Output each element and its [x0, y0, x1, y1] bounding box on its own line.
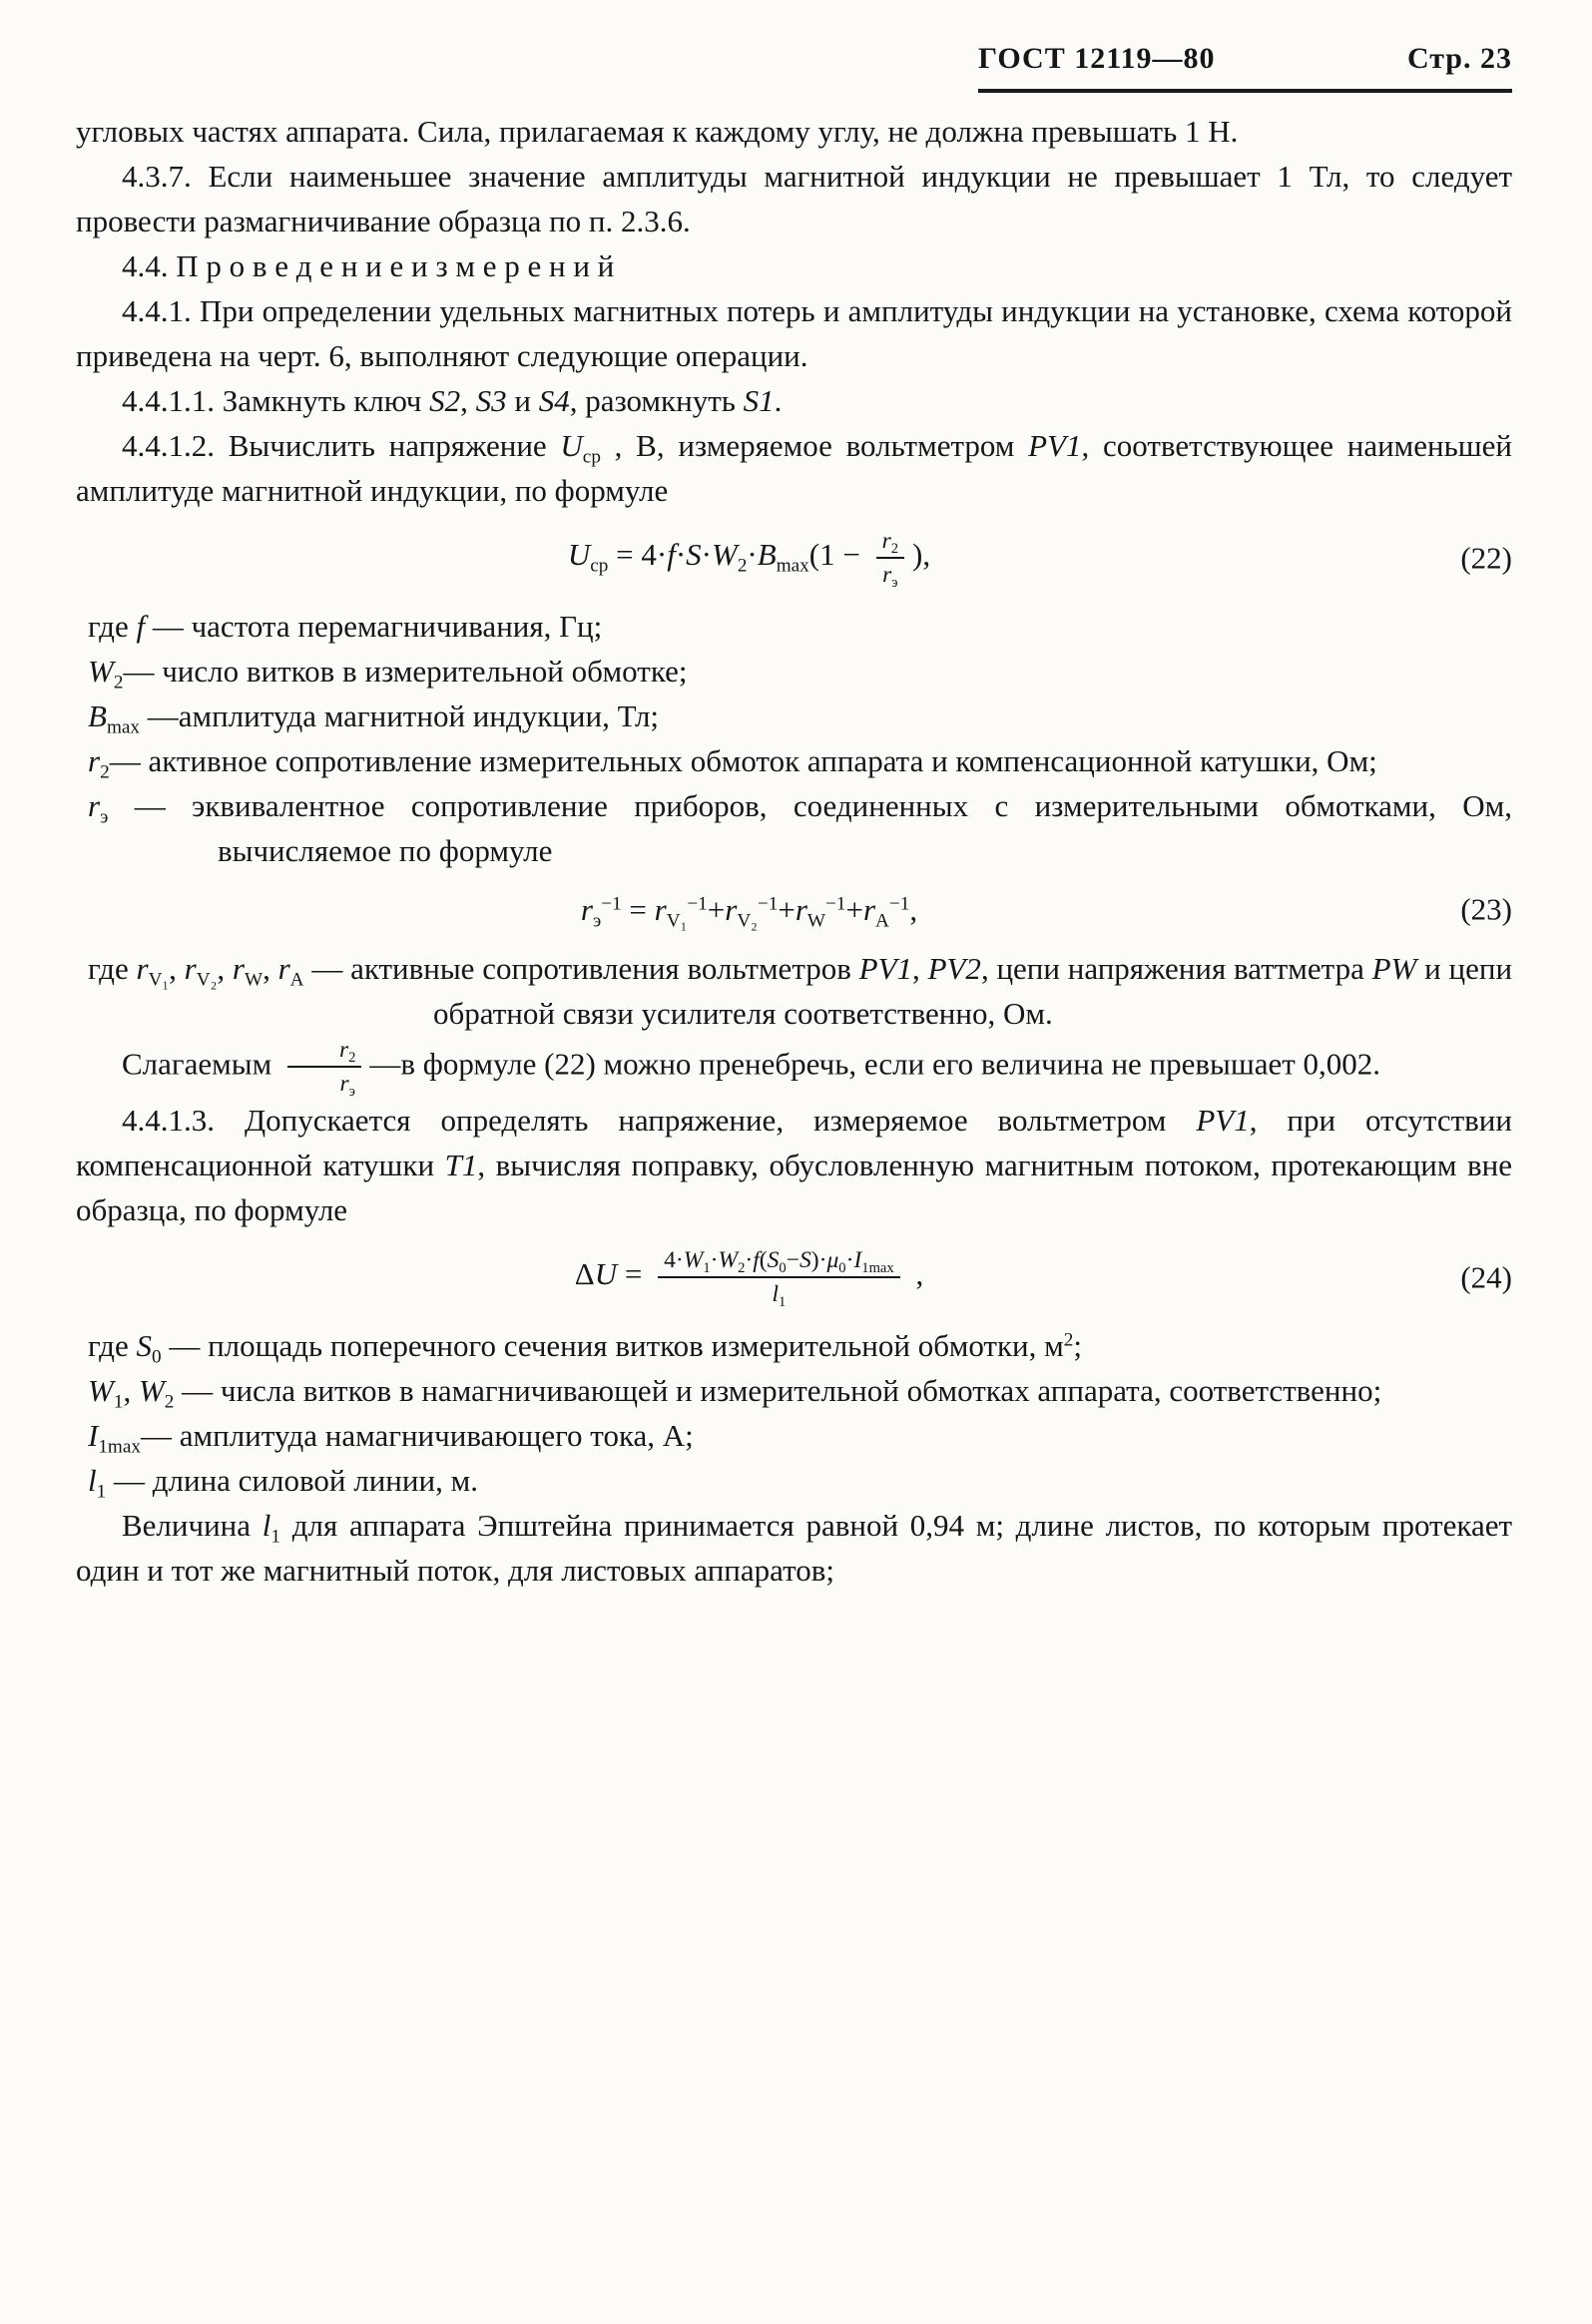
definition-item: $l_1$ — длина силовой линии, м. — [88, 1462, 478, 1503]
formula-body: ΔU = $\frac{4\cdot W_1\cdot W_2\cdot f(S_0-S)\cdot\mu_0\cdot I_{1max}}{l_1}$ , — [574, 1247, 924, 1311]
paragraph: 4.4.1. При определении удельных магнитных потерь и амплитуды индукции на установке, схема которой приведена на черт. 6, выполняют следующие операции. — [76, 293, 1512, 373]
standard-number: ГОСТ 12119—80 — [978, 42, 1216, 75]
page-header — [76, 36, 1512, 93]
definition-item: где $r_{V_1}$, $r_{V_2}$, $r_W$, $r_A$ — активные сопротивления вольтметров PV1, PV2, цепи напряжения ваттметра PW и цепи обратной связи усилителя соответственно, Ом. — [88, 950, 1513, 1031]
formula-number: (22) — [1460, 540, 1512, 576]
paragraph: 4.4. П р о в е д е н и е и з м е р е н и й — [122, 248, 615, 283]
formula-line — [76, 517, 1512, 600]
definition-item: где $S_0$ — площадь поперечного сечения витков измерительной обмотки, $м^2$; — [88, 1327, 1082, 1368]
formula-number: (24) — [1460, 1259, 1512, 1295]
document-body — [76, 109, 1512, 1593]
page-number: Стр. 23 — [1406, 42, 1512, 75]
definition-item: $W_1$, $W_2$ — числа витков в намагничивающей и измерительной обмотках аппарата, соответственно; — [88, 1372, 1382, 1413]
definition-item: $I_{1max}—$ амплитуда намагничивающего тока, А; — [88, 1417, 694, 1458]
definition-item: $r_э$ — эквивалентное сопротивление приборов, соединенных с измерительными обмотками, Ом, вычисляемое по формуле — [88, 787, 1512, 868]
paragraph: Величина $l_1$ для аппарата Эпштейна принимается равной 0,94 м; длине листов, по которым протекает один и тот же магнитный поток, для листовых аппаратов; — [76, 1507, 1513, 1588]
paragraph: угловых частях аппарата. Сила, прилагаемая к каждому углу, не должна превышать 1 Н. — [76, 114, 1239, 149]
definition-item: $B_{max}$ —амплитуда магнитной индукции, Тл; — [88, 697, 660, 738]
paragraph: 4.4.1.3. Допускается определять напряжение, измеряемое вольтметром PV1, при отсутствии компенсационной катушки T1, вычисляя поправку, обусловленную магнитным потоком, протекающим вне образца, по формуле — [76, 1103, 1512, 1228]
paragraph: 4.4.1.1. Замкнуть ключ S2, S3 и S4, разомкнуть S1. — [122, 383, 783, 418]
paragraph: Слагаемым $\frac{r_2}{r_э}$ —в формуле (22) можно пренебречь, если его величина не превышает 0,002. — [122, 1036, 1381, 1100]
paragraph: 4.4.1.2. Вычислить напряжение $U_{ср}$ , В, измеряемое вольтметром PV1, соответствующее наименьшей амплитуде магнитной индукции, по формуле — [76, 428, 1513, 508]
fraction: $\frac{r_2}{r_э}$ — [287, 1036, 361, 1099]
paragraph: 4.3.7. Если наименьшее значение амплитуды магнитной индукции не превышает 1 Тл, то следует провести размагничивание образца по п. 2.3.6. — [76, 159, 1512, 238]
formula-body: $U_{ср} = 4\cdot f\cdot S\cdot W_2\cdot B_{max}(1$ − $\frac{r_2}{r_э}$ ), — [567, 528, 931, 592]
formula-line — [76, 1236, 1512, 1319]
definition-item: $W_2—$ число витков в измерительной обмотке; — [88, 653, 688, 694]
running-head — [978, 36, 1512, 93]
formula-body: $r_э^{-1} = r_{V_1}^{-1}+r_{V_2}^{-1}+r_W^{-1}+r_A^{-1}$, — [580, 891, 918, 932]
formula-line — [76, 877, 1512, 942]
definition-item: $r_2—$ активное сопротивление измерительных обмоток аппарата и компенсационной катушки, Ом; — [88, 742, 1377, 783]
fraction: $\frac{r_2}{r_э}$ — [876, 527, 904, 590]
definition-item: где f — частота перемагничивания, Гц; — [88, 608, 603, 644]
formula-number: (23) — [1460, 891, 1512, 927]
fraction: $\frac{4\cdot W_1\cdot W_2\cdot f(S_0-S)\cdot\mu_0\cdot I_{1max}}{l_1}$ — [658, 1246, 900, 1309]
